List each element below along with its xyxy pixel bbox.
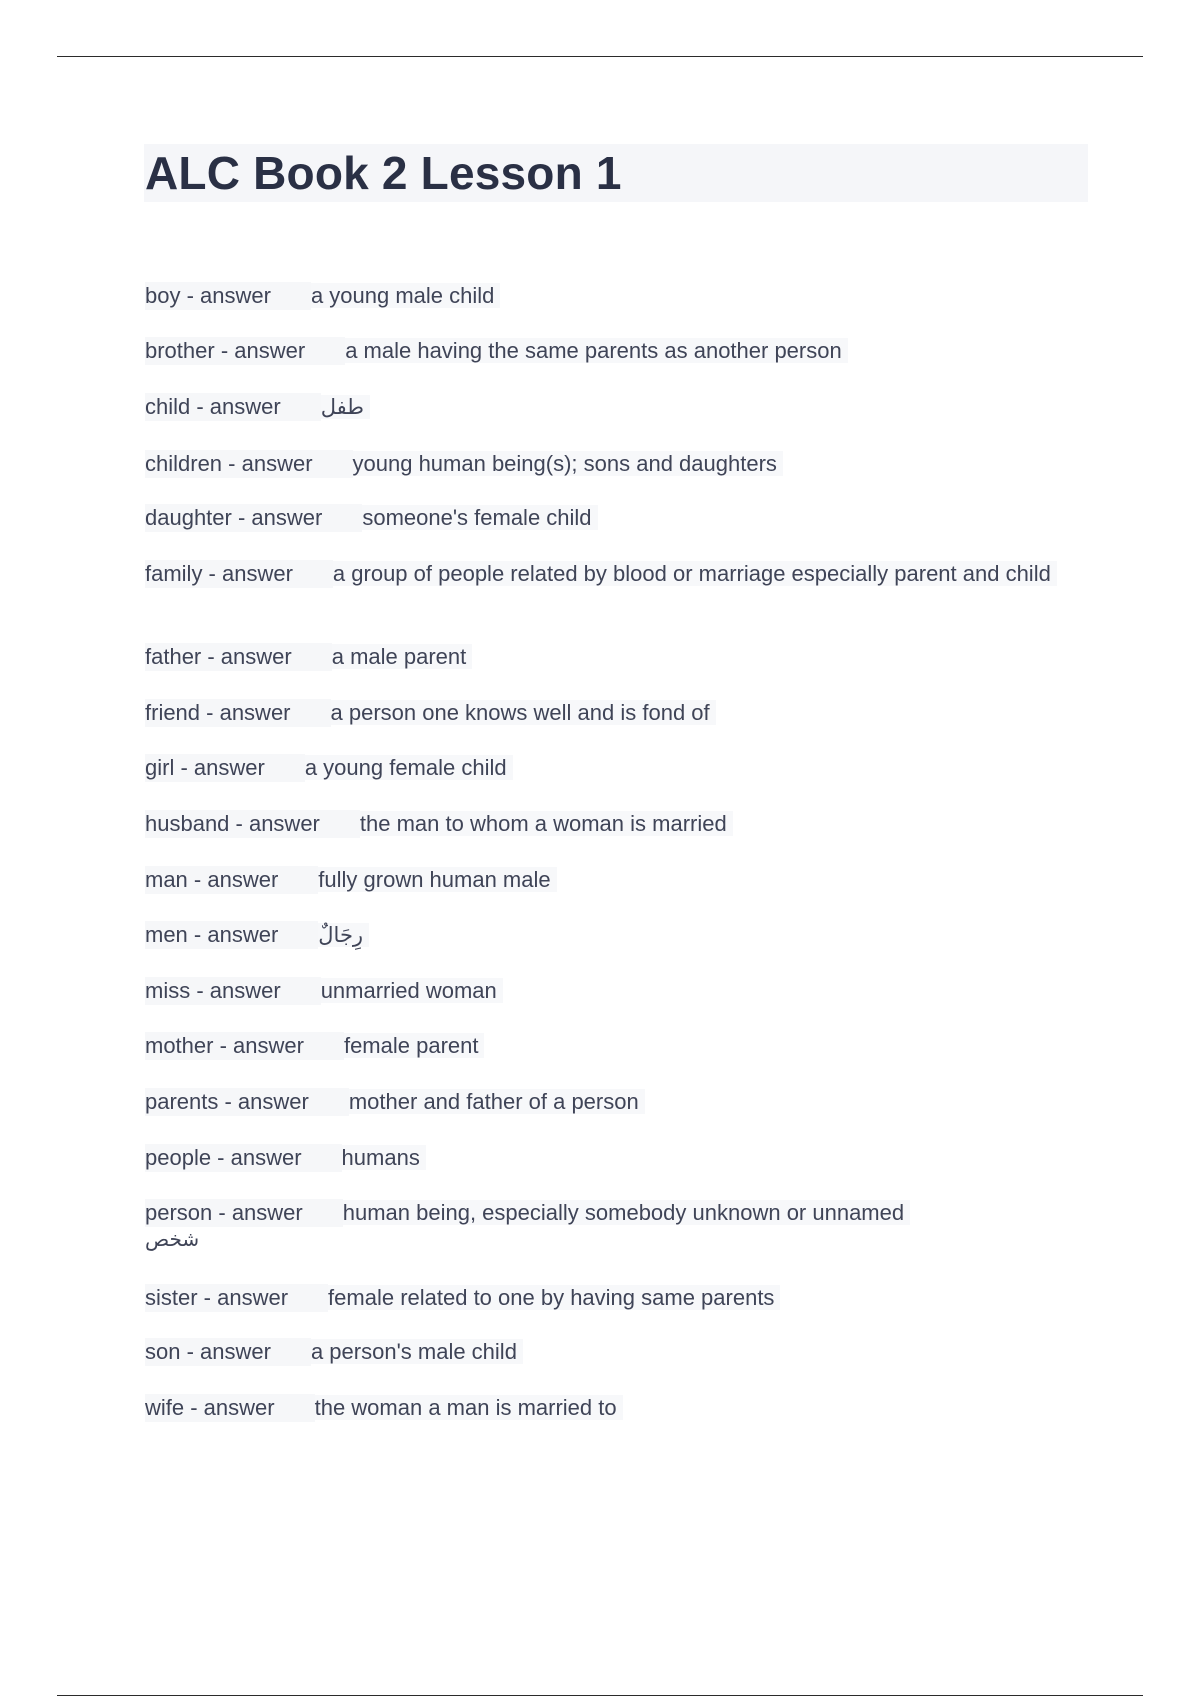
- definition: a male parent: [332, 644, 473, 669]
- list-item: [145, 810, 733, 838]
- definition: fully grown human male: [318, 867, 556, 892]
- term: person - answer: [145, 1199, 343, 1227]
- bottom-rule: [57, 1695, 1143, 1696]
- definition: رِجَالٌ: [318, 923, 369, 947]
- term: boy - answer: [145, 282, 311, 310]
- definition: female parent: [344, 1033, 485, 1058]
- list-item: [145, 699, 716, 727]
- definition: a young female child: [305, 755, 513, 780]
- list-item: [145, 754, 513, 782]
- definition: young human being(s); sons and daughters: [353, 451, 783, 476]
- list-item: [145, 560, 1090, 588]
- definition-arabic: شخص: [145, 1227, 200, 1251]
- term: brother - answer: [145, 337, 345, 365]
- list-item: [145, 1284, 780, 1312]
- definition: human being, especially somebody unknown or unnamed: [343, 1200, 910, 1225]
- list-item: [145, 450, 783, 478]
- definition: someone's female child: [362, 505, 597, 530]
- term: daughter - answer: [145, 504, 362, 532]
- list-item: [145, 1088, 645, 1116]
- definition: a male having the same parents as another person: [345, 338, 848, 363]
- definition: female related to one by having same parents: [328, 1285, 780, 1310]
- term: husband - answer: [145, 810, 360, 838]
- definition: a group of people related by blood or marriage especially parent and child: [333, 561, 1057, 586]
- term: man - answer: [145, 866, 318, 894]
- term: men - answer: [145, 921, 318, 949]
- term: friend - answer: [145, 699, 331, 727]
- term: girl - answer: [145, 754, 305, 782]
- term: mother - answer: [145, 1032, 344, 1060]
- definition: humans: [342, 1145, 426, 1170]
- list-item: [145, 643, 472, 671]
- term: family - answer: [145, 560, 333, 588]
- term: miss - answer: [145, 977, 321, 1005]
- definition: a person one knows well and is fond of: [331, 700, 716, 725]
- term: sister - answer: [145, 1284, 328, 1312]
- term: child - answer: [145, 393, 321, 421]
- list-item: [145, 921, 369, 949]
- list-item: [145, 1144, 426, 1172]
- list-item: [145, 1199, 1090, 1251]
- list-item: [145, 1394, 623, 1422]
- list-item: [145, 977, 503, 1005]
- list-item: [145, 1338, 523, 1366]
- term: people - answer: [145, 1144, 342, 1172]
- definition: mother and father of a person: [349, 1089, 645, 1114]
- definition: unmarried woman: [321, 978, 503, 1003]
- top-rule: [57, 56, 1143, 57]
- list-item: [145, 866, 557, 894]
- definition: طفل: [321, 395, 370, 419]
- list-item: [145, 1032, 484, 1060]
- list-item: [145, 504, 598, 532]
- page-title: ALC Book 2 Lesson 1: [145, 147, 622, 199]
- definition: the man to whom a woman is married: [360, 811, 733, 836]
- definition: the woman a man is married to: [315, 1395, 623, 1420]
- definition: a young male child: [311, 283, 500, 308]
- term: wife - answer: [145, 1394, 315, 1422]
- list-item: [145, 337, 848, 365]
- list-item: [145, 393, 370, 421]
- term: son - answer: [145, 1338, 311, 1366]
- term: children - answer: [145, 450, 353, 478]
- term: parents - answer: [145, 1088, 349, 1116]
- term: father - answer: [145, 643, 332, 671]
- definition: a person's male child: [311, 1339, 523, 1364]
- list-item: [145, 282, 500, 310]
